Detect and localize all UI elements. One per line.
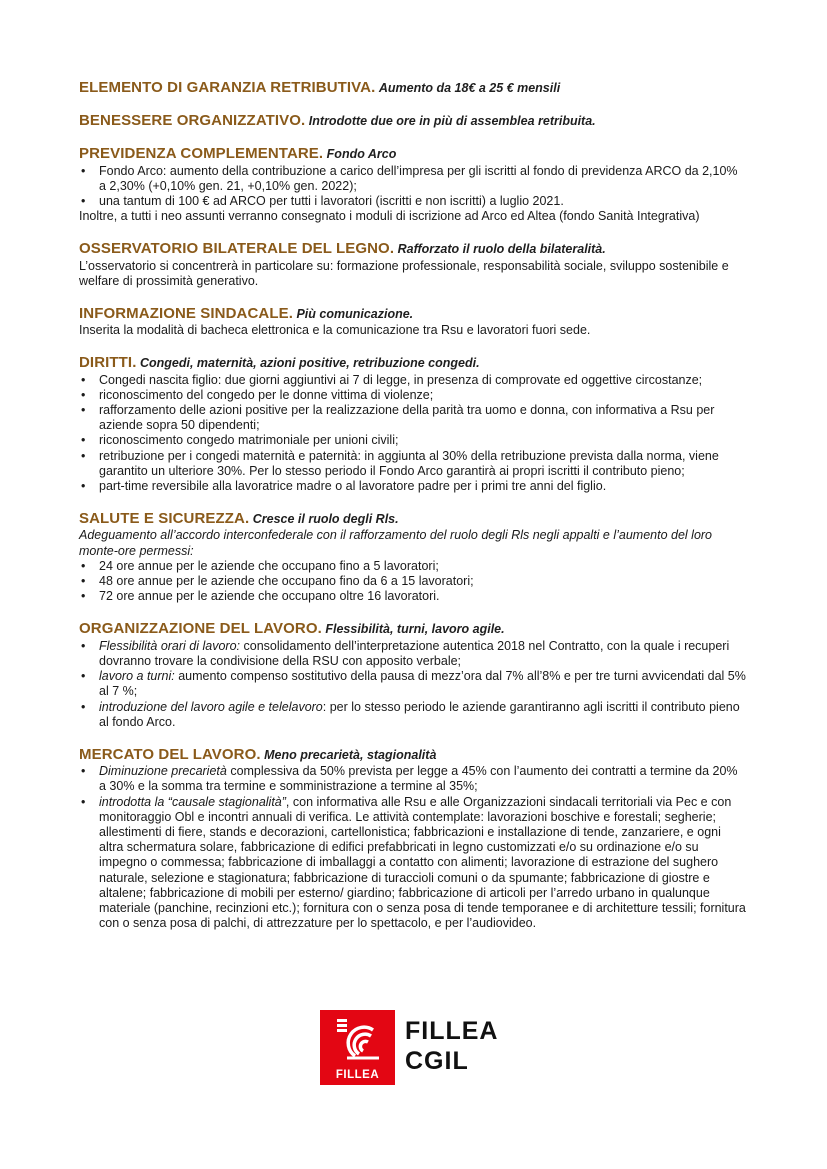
section-title: OSSERVATORIO BILATERALE DEL LEGNO. — [79, 240, 395, 258]
section-title: PREVIDENZA COMPLEMENTARE. — [79, 145, 324, 163]
list-item — [79, 589, 747, 604]
bullet-icon: • — [81, 387, 86, 402]
section — [79, 621, 747, 729]
section-subtitle: Cresce il ruolo degli Rls. — [252, 512, 399, 527]
section — [79, 511, 747, 604]
section-paragraph: Inoltre, a tutti i neo assunti verranno consegnato i moduli di iscrizione ad Arco ed Altea (fondo Sanità Integrativa) — [79, 209, 700, 224]
bullet-icon: • — [81, 194, 86, 209]
section-subtitle: Congedi, maternità, azioni positive, retribuzione congedi. — [139, 356, 480, 371]
logo-line-2: CGIL — [405, 1047, 469, 1075]
section-heading — [79, 146, 747, 162]
bullet-icon: • — [81, 794, 86, 809]
section — [79, 113, 747, 129]
section-title: BENESSERE ORGANIZZATIVO. — [79, 112, 306, 130]
list-item-text: riconoscimento del congedo per le donne vittima di violenze; — [99, 387, 434, 402]
section-subtitle: Fondo Arco — [326, 147, 397, 162]
logo-wordmark — [405, 1016, 499, 1076]
logo-box-text: FILLEA — [335, 1069, 380, 1081]
section-subtitle: Aumento da 18€ a 25 € mensili — [378, 81, 561, 95]
list-item-text: part-time reversibile alla lavoratrice madre o al lavoratore padre per i primi tre anni del figlio. — [99, 479, 607, 494]
list-item-text: rafforzamento delle azioni positive per la realizzazione della parità tra uomo e donna, con informativa a Rsu per aziende sopra 50 dipendenti; — [99, 403, 715, 433]
section-subtitle: Meno precarietà, stagionalità — [264, 747, 437, 762]
section-title: MERCATO DEL LAVORO. — [79, 745, 261, 763]
bullet-list — [79, 373, 747, 495]
bullet-icon: • — [81, 479, 86, 494]
section-paragraph: L’osservatorio si concentrerà in particolare su: formazione professionale, responsabilità sociale, sviluppo sostenibile e welfare di prossimità generativo. — [79, 258, 729, 288]
list-item-lead: introdotta la “causale stagionalità” — [99, 794, 286, 809]
list-item-text: 24 ore annue per le aziende che occupano fino a 5 lavoratori; — [99, 558, 439, 573]
bullet-icon: • — [81, 589, 86, 604]
section-title: SALUTE E SICUREZZA. — [79, 510, 250, 528]
section-heading — [79, 511, 747, 527]
logo-red-box — [320, 1010, 395, 1085]
section-paragraph: Inserita la modalità di bacheca elettronica e la comunicazione tra Rsu e lavoratori fuori sede. — [79, 323, 591, 338]
list-item-text: consolidamento dell’interpretazione autentica 2018 nel Contratto, con la quale i recuperi dovranno trovare la condivisione della RSU con apposito verbale; — [99, 638, 730, 668]
list-item-text: retribuzione per i congedi maternità e paternità: in aggiunta al 30% della retribuzione prevista dalla norma, viene garantito un ulteriore 30%. Per lo stesso periodo il Fondo Arco garantirà ai propri iscritti il contributo pieno; — [99, 448, 719, 478]
fillea-cgil-logo — [320, 1010, 520, 1085]
list-item — [79, 700, 747, 730]
list-item — [79, 388, 747, 403]
list-item-text: : per lo stesso periodo le aziende garantiranno agli iscritti il contributo pieno al fondo Arco. — [99, 699, 740, 729]
list-item — [79, 795, 747, 932]
list-item — [79, 433, 747, 448]
bullet-icon: • — [81, 558, 86, 573]
section-heading — [79, 355, 747, 371]
bullet-icon: • — [81, 433, 86, 448]
section-heading — [79, 747, 747, 763]
section-subtitle: Più comunicazione. — [296, 307, 414, 322]
section — [79, 80, 747, 96]
section — [79, 747, 747, 931]
bullet-icon: • — [81, 764, 86, 779]
list-item-text: aumento compenso sostitutivo della pausa di mezz’ora dal 7% all’8% e per tre turni avvicendati dal 5% al 7 %; — [99, 669, 746, 699]
bullet-icon: • — [81, 574, 86, 589]
bullet-icon: • — [81, 669, 86, 684]
list-item-text: 48 ore annue per le aziende che occupano fino da 6 a 15 lavoratori; — [99, 574, 474, 589]
list-item — [79, 669, 747, 699]
list-item-lead: Diminuzione precarietà — [99, 764, 227, 779]
list-item-text: complessiva da 50% prevista per legge a 45% con l’aumento dei contratti a termine da 20% a 30% e la somma tra termine e somministrazione a termine al 35%; — [99, 764, 738, 794]
section — [79, 355, 747, 494]
bullet-icon: • — [81, 403, 86, 418]
list-item — [79, 449, 747, 479]
section-paragraph: Adeguamento all’accordo interconfederale con il rafforzamento del ruolo degli Rls negli appalti e l’aumento del loro monte-ore permessi: — [79, 528, 713, 558]
list-item — [79, 164, 747, 194]
list-item — [79, 764, 747, 794]
list-item — [79, 559, 747, 574]
list-item-text: , con informativa alle Rsu e alle Organizzazioni sindacali territoriali via Pec e con monitoraggio Obl e incontri annuali di verifica. Le attività contemplate: lavorazioni boschive e forestali; segherie; allestimenti di fiere, stands e decorazioni, cartellonistica; fabbricazioni e installazione di tende, zanzariere, e ogni altra schermatura solare, fabbricazione di edifici prefabbricati in legno customizzati e/o su ordinazione e/o su impegno o commessa; fabbricazione di imballaggi a contatto con alimenti; lavorazione di estrazione del sughero naturale, selezione e stagionatura; fabbricazione di turaccioli comuni o da spumante; fabbricazione di giostre e altalene; fabbricazione di mobili per esterno/ giardino; fabbricazione di articoli per l’arredo urbano in qualunque materiale (panchine, recinzioni etc.); fornitura con o senza posa di tende temporanee e di architetture tessili; fornitura con o senza posa di palchi, di attrezzature per lo spettacolo, e per l’audiovideo. — [99, 794, 746, 931]
section-title: INFORMAZIONE SINDACALE. — [79, 305, 293, 323]
bullet-icon: • — [81, 372, 86, 387]
section-subtitle: Rafforzato il ruolo della bilateralità. — [397, 242, 606, 257]
list-item — [79, 574, 747, 589]
bullet-list — [79, 639, 747, 730]
fillea-logo-icon — [333, 1016, 383, 1062]
bullet-list — [79, 559, 747, 605]
section — [79, 146, 747, 224]
list-item-text: una tantum di 100 € ad ARCO per tutti i lavoratori (iscritti e non iscritti) a luglio 2021. — [99, 194, 564, 209]
section-title: ELEMENTO DI GARANZIA RETRIBUTIVA. — [79, 79, 376, 96]
section — [79, 306, 747, 338]
list-item-lead: Flessibilità orari di lavoro: — [99, 638, 241, 653]
section — [79, 241, 747, 289]
list-item-text: Fondo Arco: aumento della contribuzione a carico dell’impresa per gli iscritti al fondo di previdenza ARCO da 2,10% a 2,30% (+0,10% gen. 21, +0,10% gen. 2022); — [99, 163, 738, 193]
list-item-text: 72 ore annue per le aziende che occupano oltre 16 lavoratori. — [99, 589, 440, 604]
section-heading — [79, 621, 747, 637]
list-item — [79, 479, 747, 494]
section-heading — [79, 113, 747, 129]
section-heading — [79, 80, 747, 96]
list-item-text: Congedi nascita figlio: due giorni aggiuntivi ai 7 di legge, in presenza di comprovate ed oggettive circostanze; — [99, 372, 703, 387]
list-item-text: riconoscimento congedo matrimoniale per unioni civili; — [99, 433, 399, 448]
section-heading — [79, 306, 747, 322]
list-item — [79, 403, 747, 433]
bullet-icon: • — [81, 699, 86, 714]
bullet-icon: • — [81, 448, 86, 463]
bullet-list — [79, 164, 747, 210]
section-title: DIRITTI. — [79, 354, 137, 372]
section-heading — [79, 241, 747, 257]
bullet-icon: • — [81, 163, 86, 178]
bullet-list — [79, 764, 747, 931]
section-subtitle: Flessibilità, turni, lavoro agile. — [325, 622, 505, 637]
logo-line-1: FILLEA — [405, 1017, 499, 1045]
section-title: ORGANIZZAZIONE DEL LAVORO. — [79, 620, 322, 638]
document-content — [79, 80, 747, 948]
list-item-lead: introduzione del lavoro agile e telelavoro — [99, 699, 323, 714]
list-item — [79, 373, 747, 388]
section-subtitle: Introdotte due ore in più di assemblea retribuita. — [308, 114, 596, 129]
list-item — [79, 639, 747, 669]
list-item-lead: lavoro a turni: — [99, 669, 175, 684]
bullet-icon: • — [81, 638, 86, 653]
list-item — [79, 194, 747, 209]
